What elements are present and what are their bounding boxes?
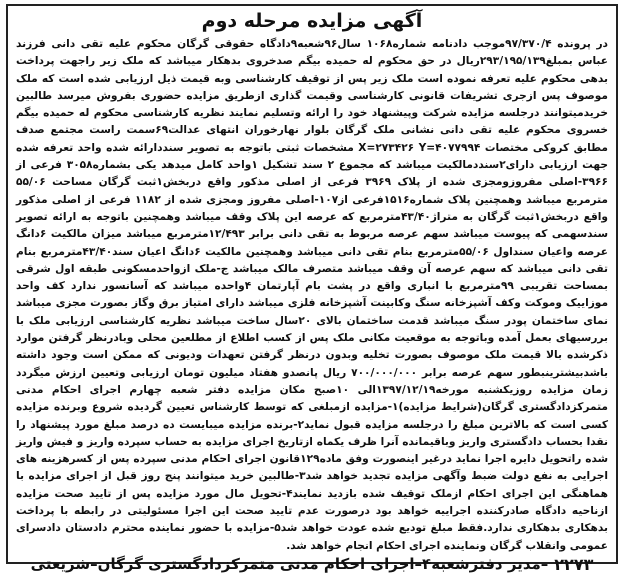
notice-title: آگهی مزایده مرحله دوم bbox=[201, 10, 423, 32]
notice-number: ۲۲۷۳ bbox=[554, 554, 594, 574]
notice-footer bbox=[8, 555, 616, 574]
auction-notice bbox=[6, 4, 618, 574]
notice-signature: –مدیر دفترشعبه۴–اجرای احکام مدنی متمرکزدادگستری گرگان–شریعتی bbox=[30, 555, 549, 574]
notice-body: در پرونده ۹۷/۳۷۰/۴موجب دادنامه شماره۱۰۶۸ سال۹۶شعبه۹دادگاه حقوقی گرگان محکوم علیه تقی دانی فرزند عباس بمبلغ۲۹۳/۱۹۵/۱۳۹ریال در حق محکوم له حمیده بیگم صدخروی بدهکار میباشد که ملک زیر راجهت پرداخت بدهی محکوم علیه تعرفه نموده است ملک زیر پس از توقیف کارشناسی وبه قیمت ذیل ارزیابی شده است که ملک موصوف پس ازجری تشریفات قانونی کارشناسی وقیمت گذاری ازطریق مزایده حضوری بفروش میرسد طالبین خریدمیتوانند درجلسه مزایده شرکت وپیشنهاد خود را ارائه وتسلیم نمایند نظریه کارشناسی محکوم له حمیده بیگم خسروی محکوم علیه تقی دانی نشانی ملک گرگان بلوار نهارخوران انتهای عدالت۶۹سمت راست مجتمع صدف مطابق کروکی مختصات X=۲۷۳۴۲۶ Y=۴۰۷۷۹۹۴ مشخصات ثبتی باتوجه به تصویر سنددارائه شده واحد تعرفه شده جهت ارزیابی دارای۲سنددمالکیت میباشد که مجموع ۲ سند تشکیل ۱واحد کامل میدهد یکی بشماره۳۰۵۸ فرعی از ۳۹۶۶-اصلی مفروزومجزی شده از پلاک ۳۹۶۹ فرعی از اصلی مذکور واقع دربخش۱ثبت گرگان مساحت ۵۵/۰۶ مترمربع میباشد وهمچنین پلاک شماره۱۵۱۶فرعی از۱۰۷-اصلی مفروز ومجزی شده از ۱۱۸۲ فرعی از اصلی مذکور واقع دربخش۱ثبت گرگان به متراژ۴۳/۴۰مترمربع که عرصه این پلاک وقف میباشد وهمچنین باتوجه به ارائه تصویر سندسهمی که پیوست میباشد سهم عرصه مربوط به تقی دانی برابر ۱۲/۴۹۳مترمربع میباشد میزان مالکیت ۶دانگ عرصه واعیان سنداول ۵۵/۰۶مترمربع بنام تقی دانی میباشد وهمچنین مالکیت ۶دانگ اعیان سند۴۳/۴۰مترمربع بنام تقی دانی میباشد که سهم عرصه آن وقف میباشد متصرف مالک میباشد ج-ملک ازواحدمسکونی طبقه اول شرقی بمساحت تقریبی ۹۹مترمربع با انباری واقع در پشت بام آپارتمان ۴واحده میباشد که آسانسور ندارد کف واحد موزاییک وموکت وکف آشپزخانه سنگ وکابینت آشپزخانه فلزی میباشد دارای امتیاز برق وگاز بصورت مجزی میباشد نمای ساختمان پودر سنگ میباشد قدمت ساختمان بالای ۲۰سال ساخت میباشد نظریه کارشناسی ارزیابی ملک با بررسیهای بعمل آمده وباتوجه به موقعیت مکانی ملک پس از کسب اطلاع از مطلعین محلی وبادرنظر گرفتن موارد ذکرشده بالا قیمت ملک موصوف بصورت تخلیه وبدون درنظر گرفتن تعهدات ودیونی که ممکن است وجود داشته باشدبیشترینبطور سهم عرصه برابر ۷۰۰/۰۰۰/۰۰۰ ریال پانصدو هفتاد میلیون تومان ارزیابی وتعیین ارزش میگردد زمان مزایده روزیکشنبه مورخه۱۳۹۷/۱۲/۱۹الی ۱۰صبح مکان مزایده دفتر شعبه چهارم اجرای احکام مدنی متمرکزدادگستری گرگان(شرایط مزایده)۱-مزایده ازمبلغی که توسط کارشناس تعیین گردیده شروع وبرنده مزایده کسی است که بالاترین مبلغ را درجلسه مزایده قبول نماید۲-برنده مزایده میبایست ده درصد مبلغ مورد پیشنهاد را نقدا بحساب دادگستری واریز وباقیمانده آنرا ظرف یکماه ازتاریخ اجرای مزایده به حساب سپرده واریز و فیش واریز شده راتحویل دایره اجرا نماید درغیر اینصورت وفق ماده۱۲۹قانون اجرای احکام مدنی سپرده پس از کسرهزینه های اجرایی به نفع دولت ضبط وآگهی مزایده تجدید خواهد شد۳-طالبین خرید میتوانند پنج روز قبل از اجرای مزایده با هماهنگی این اجرای احکام ازملک توقیف شده بازدید نمایند۴-تحویل مال مورد مزایده پس از تایید صحت مزایده ازناحیه دادگاه صادرکننده اجراییه خواهد بود درصورت عدم تایید صحت این اجرا مسئولیتی در رابطه با پرداخت بدهکاری بدهکاری ندارد.فقط مبلغ تودیع شده عودت خواهد شد۵-مزایده با حضور نماینده محترم دادستان دادسرای عمومی وانقلاب گرگان ونماینده اجرای احکام انجام خواهد شد. bbox=[16, 38, 609, 552]
notice-header bbox=[8, 6, 616, 34]
